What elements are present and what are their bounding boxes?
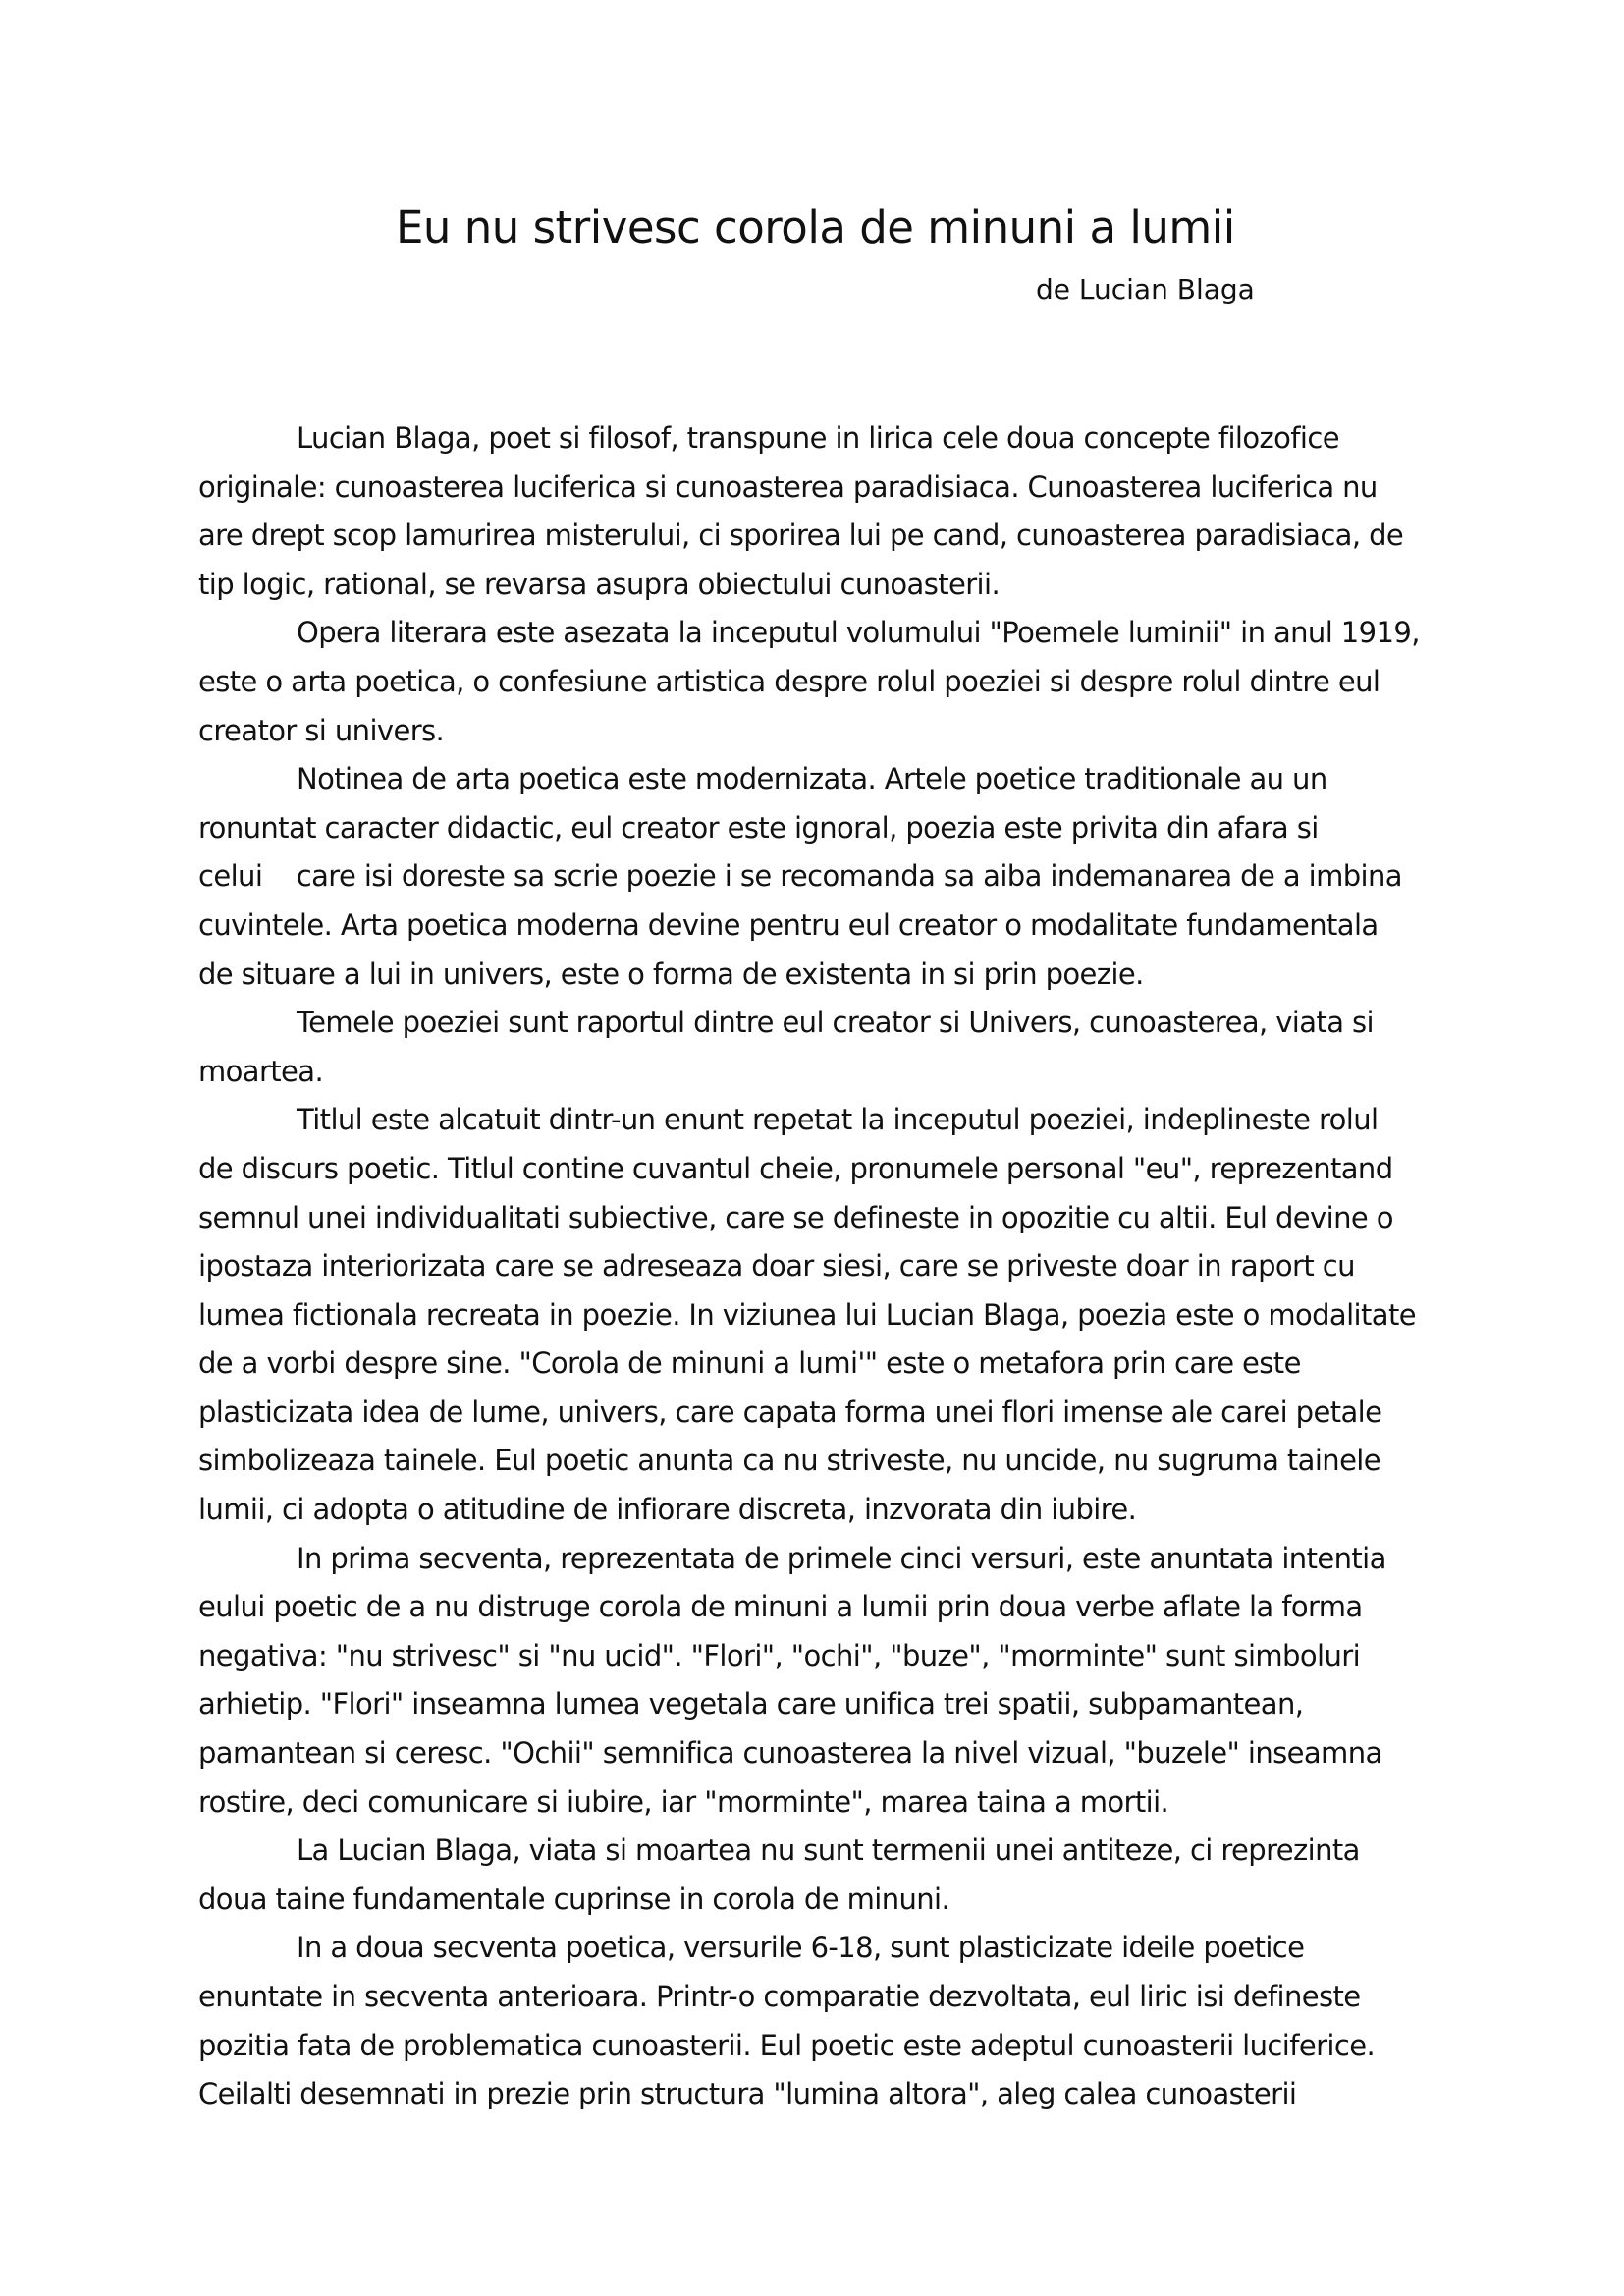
text-line: tip logic, rational, se revarsa asupra obiectului cunoasterii. (198, 567, 1001, 601)
text-line: semnul unei individualitati subiective, care se defineste in opozitie cu altii. Eul devine o (198, 1200, 1393, 1234)
text-line: enuntate in secventa anterioara. Printr-o comparatie dezvoltata, eul liric isi defineste (198, 1980, 1361, 2013)
text-line: negativa: "nu strivesc" si "nu ucid". "Flori", "ochi", "buze", "morminte" sunt simboluri (198, 1638, 1361, 1672)
text-line: rostire, deci comunicare si iubire, iar "morminte", marea taina a mortii. (198, 1784, 1169, 1819)
paragraph (198, 1924, 1475, 2118)
paragraph (198, 1535, 1475, 1828)
text-line: celui care isi doreste sa scrie poezie i se recomanda sa aiba indemanarea de a imbina (198, 859, 1402, 894)
text-line: Titlul este alcatuit dintr-un enunt repetat la inceputul poeziei, indeplineste rolul (297, 1103, 1379, 1137)
paragraph (198, 609, 1475, 755)
paragraph (198, 999, 1475, 1096)
text-line: pozitia fata de problematica cunoasterii. Eul poetic este adeptul cunoasterii luciferice. (198, 2028, 1376, 2062)
text-line: are drept scop lamurirea misterului, ci sporirea lui pe cand, cunoasterea paradisiaca, de (198, 519, 1404, 553)
text-line: doua taine fundamentale cuprinse in corola de minuni. (198, 1882, 950, 1916)
text-line: simbolizeaza tainele. Eul poetic anunta ca nu striveste, nu uncide, nu sugruma tainele (198, 1444, 1381, 1478)
text-line: plasticizata idea de lume, univers, care capata forma unei flori imense ale carei petale (198, 1394, 1382, 1429)
text-line: originale: cunoasterea luciferica si cunoasterea paradisiaca. Cunoasterea luciferica nu (198, 469, 1378, 504)
text-line: lumii, ci adopta o atitudine de infiorare discreta, inzvorata din iubire. (198, 1493, 1137, 1527)
text-line: ronuntat caracter didactic, eul creator este ignoral, poezia este privita din afara si (198, 810, 1319, 845)
text-line: In prima secventa, reprezentata de primele cinci versuri, este anuntata intentia (297, 1541, 1386, 1575)
paragraph (198, 1827, 1475, 1924)
text-line: In a doua secventa poetica, versurile 6-18, sunt plasticizate ideile poetice (297, 1931, 1305, 1965)
text-line: de situare a lui in univers, este o forma de existenta in si prin poezie. (198, 957, 1144, 991)
paragraph (198, 414, 1475, 609)
text-line: de discurs poetic. Titlul contine cuvantul cheie, pronumele personal "eu", reprezentand (198, 1151, 1393, 1185)
paragraph (198, 1096, 1475, 1534)
text-line: creator si univers. (198, 713, 445, 747)
document-title: Eu nu strivesc corola de minuni a lumii (396, 201, 1235, 253)
document-body (198, 414, 1475, 2119)
document-author: de Lucian Blaga (1036, 273, 1255, 305)
text-line: este o arta poetica, o confesiune artistica despre rolul poeziei si despre rolul dintre eul (198, 664, 1380, 698)
text-line: Temele poeziei sunt raportul dintre eul creator si Univers, cunoasterea, viata si (297, 1006, 1374, 1040)
text-line: lumea fictionala recreata in poezie. In viziunea lui Lucian Blaga, poezia este o modalitate (198, 1297, 1416, 1332)
text-line: cuvintele. Arta poetica moderna devine pentru eul creator o modalitate fundamentala (198, 907, 1379, 942)
text-line: ipostaza interiorizata care se adreseaza doar siesi, care se priveste doar in raport cu (198, 1249, 1355, 1284)
text-line: La Lucian Blaga, viata si moartea nu sunt termenii unei antiteze, ci reprezinta (297, 1833, 1360, 1868)
text-line: pamantean si ceresc. "Ochii" semnifica cunoasterea la nivel vizual, "buzele" inseamna (198, 1736, 1382, 1771)
text-line: Ceilalti desemnati in prezie prin structura "lumina altora", aleg calea cunoasterii (198, 2077, 1297, 2111)
paragraph (198, 755, 1475, 999)
text-line: Opera literara este asezata la inceputul volumului "Poemele luminii" in anul 1919, (297, 616, 1420, 650)
text-line: Notinea de arta poetica este modernizata. Artele poetice traditionale au un (297, 762, 1327, 796)
text-line: Lucian Blaga, poet si filosof, transpune in lirica cele doua concepte filozofice (297, 421, 1339, 455)
text-line: de a vorbi despre sine. "Corola de minuni a lumi'" este o metafora prin care este (198, 1346, 1301, 1381)
text-line: eului poetic de a nu distruge corola de minuni a lumii prin doua verbe aflate la forma (198, 1590, 1363, 1624)
text-line: arhietip. "Flori" inseamna lumea vegetala care unifica trei spatii, subpamantean, (198, 1687, 1304, 1722)
text-line: moartea. (198, 1054, 324, 1088)
